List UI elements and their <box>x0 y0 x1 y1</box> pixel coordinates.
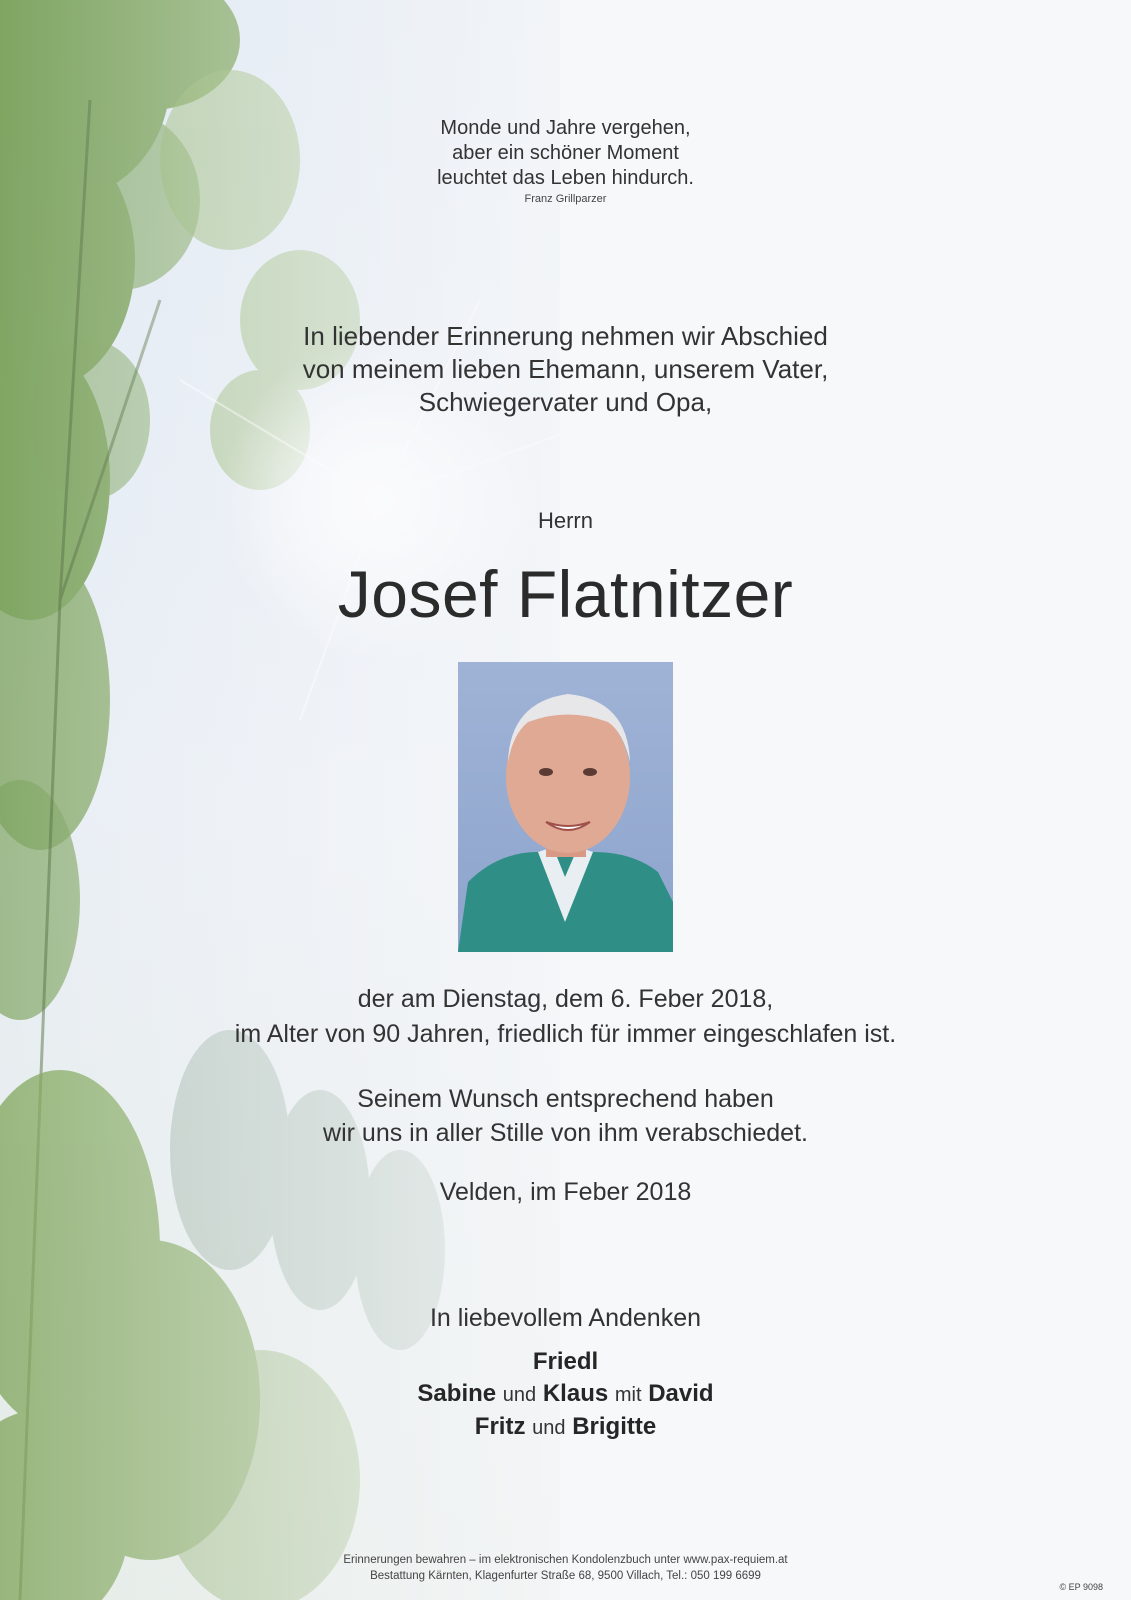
intro-line: Schwiegervater und Opa, <box>418 387 713 417</box>
family-name: Brigitte <box>572 1413 657 1440</box>
footer <box>0 1552 1131 1584</box>
family-row <box>0 1346 1131 1378</box>
ep-code: © EP 9098 <box>1059 1582 1103 1592</box>
connector-word: mit <box>614 1384 642 1406</box>
farewell-note <box>0 1082 1131 1150</box>
family-row <box>0 1378 1131 1411</box>
place-date: Velden, im Feber 2018 <box>439 1178 692 1206</box>
connector-word: und <box>532 1417 566 1439</box>
death-line: der am Dienstag, dem 6. Feber 2018, <box>357 985 774 1013</box>
intro-line: In liebender Erinnerung nehmen wir Abschied <box>303 321 828 351</box>
intro-line: von meinem lieben Ehemann, unserem Vater, <box>302 354 829 384</box>
farewell-line: wir uns in aller Stille von ihm verabschiedet. <box>323 1119 808 1147</box>
quote <box>0 116 1131 191</box>
family-name: David <box>648 1380 714 1407</box>
family-name: Fritz <box>474 1413 526 1440</box>
death-line: im Alter von 90 Jahren, friedlich für immer eingeschlafen ist. <box>234 1020 897 1048</box>
footer-line: Erinnerungen bewahren – im elektronischen Kondolenzbuch unter www.pax-requiem.at <box>343 1554 788 1566</box>
intro-text <box>0 320 1131 419</box>
quote-author: Franz Grillparzer <box>524 193 607 205</box>
family-row <box>0 1411 1131 1444</box>
family-name: Klaus <box>542 1380 609 1407</box>
family-names <box>0 1346 1131 1444</box>
quote-line: Monde und Jahre vergehen, <box>440 117 691 139</box>
quote-line: aber ein schöner Moment <box>452 142 679 164</box>
death-notice <box>0 982 1131 1052</box>
family-name: Sabine <box>417 1380 497 1407</box>
quote-line: leuchtet das Leben hindurch. <box>437 167 694 189</box>
footer-line: Bestattung Kärnten, Klagenfurter Straße 68, 9500 Villach, Tel.: 050 199 6699 <box>370 1570 761 1582</box>
deceased-name: Josef Flatnitzer <box>337 557 794 631</box>
family-name: Friedl <box>532 1348 599 1375</box>
portrait-photo <box>458 662 673 952</box>
memory-text: In liebevollem Andenken <box>429 1304 702 1332</box>
salutation: Herrn <box>537 508 593 533</box>
connector-word: und <box>502 1384 537 1406</box>
farewell-line: Seinem Wunsch entsprechend haben <box>357 1085 774 1113</box>
